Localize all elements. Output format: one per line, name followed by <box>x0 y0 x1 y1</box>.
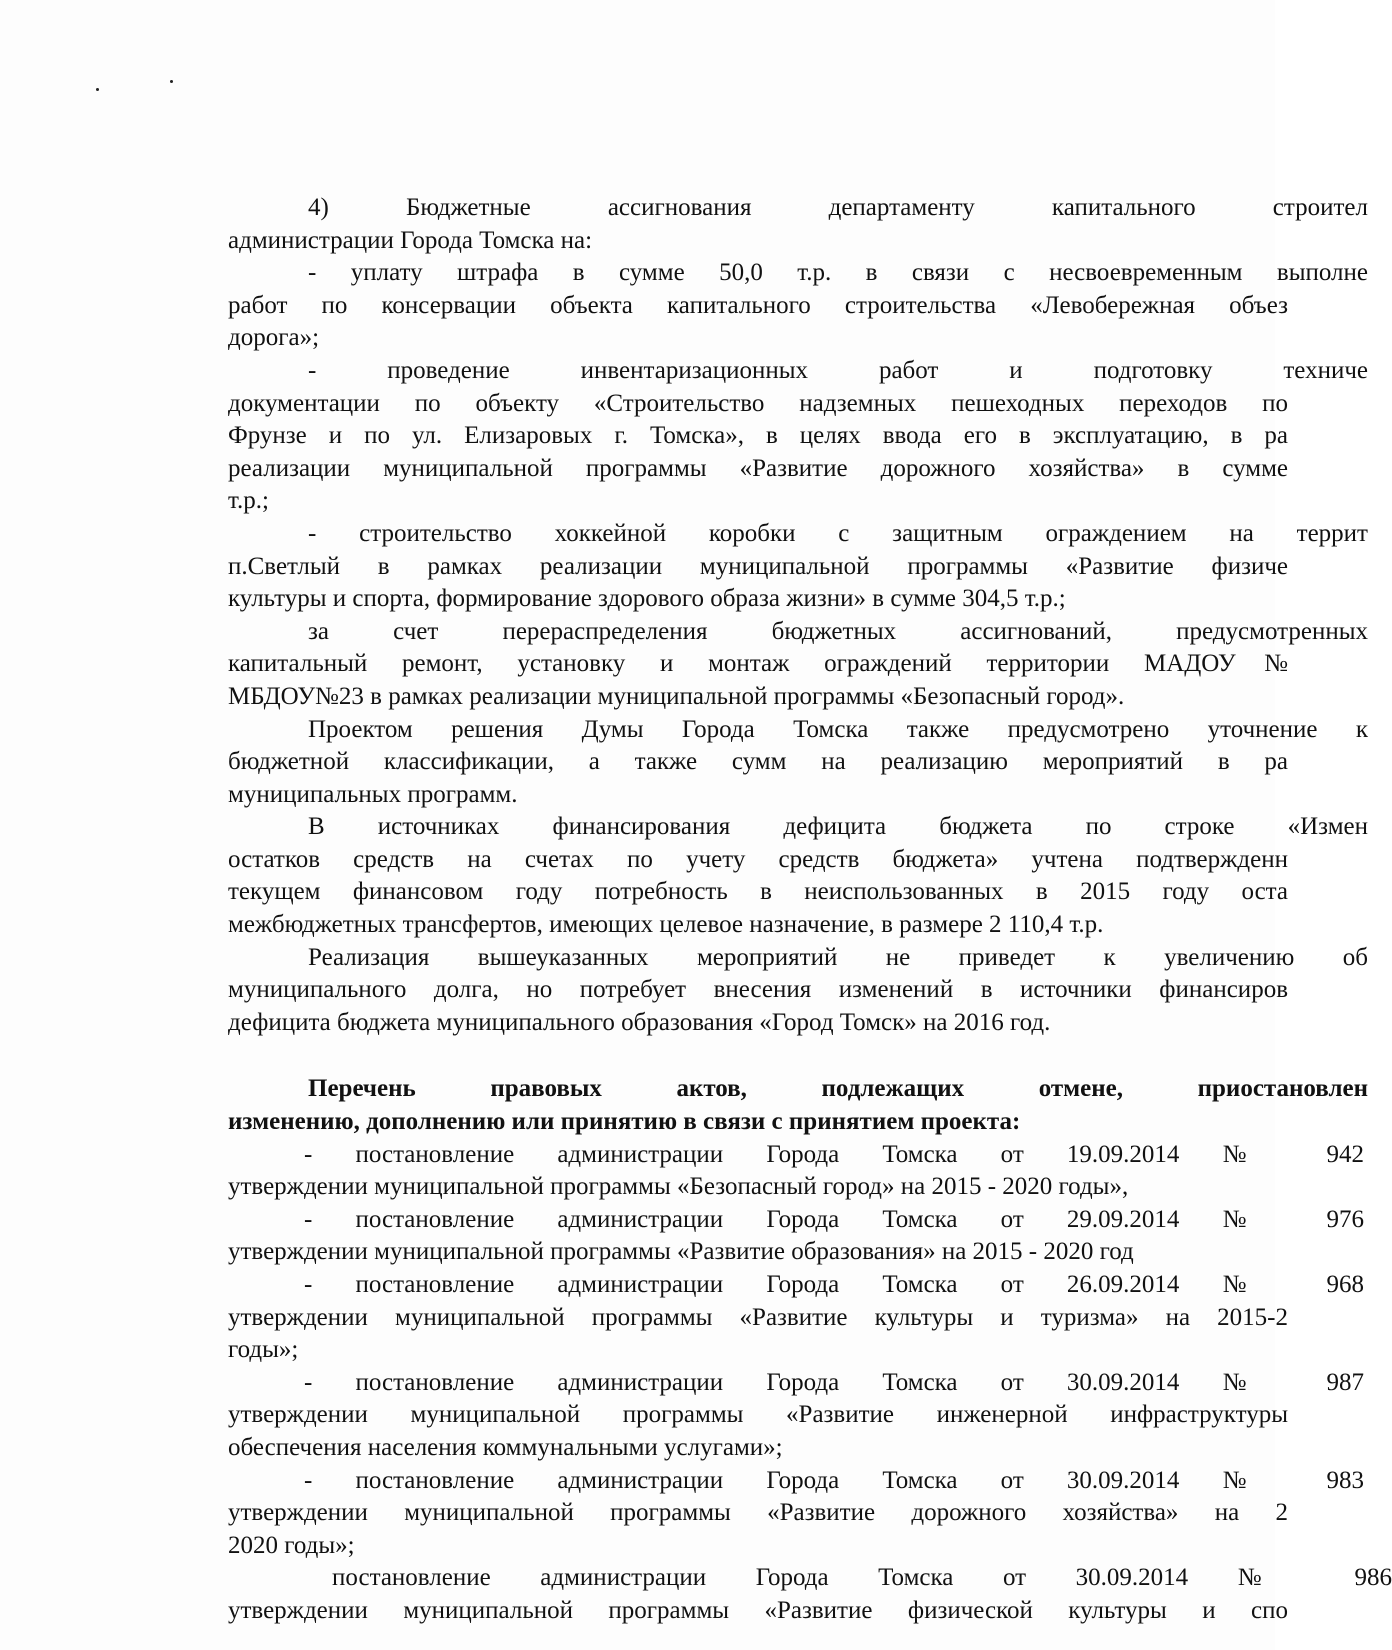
scan-speck <box>96 88 99 91</box>
list-item-line: утверждении муниципальной программы «Развитие дорожного хозяйства» на 2 <box>228 1499 1288 1527</box>
section-gap <box>228 1039 1275 1073</box>
paragraph-line: В источниках финансирования дефицита бюджета по строке «Измен <box>308 813 1368 841</box>
paragraph-line: остатков средств на счетах по учету средств бюджета» учтена подтвержденн <box>228 845 1288 873</box>
paragraph-line: реализации муниципальной программы «Развитие дорожного хозяйства» в сумме <box>228 454 1288 482</box>
paragraph-line: культуры и спорта, формирование здорового образа жизни» в сумме 304,5 т.р.; <box>228 585 1066 613</box>
paragraph-line: дефицита бюджета муниципального образования «Город Томск» на 2016 год. <box>228 1008 1051 1036</box>
paragraph-line: Реализация вышеуказанных мероприятий не приведет к увеличению об <box>308 943 1368 971</box>
list-item-line: - постановление администрации Города Томска от 29.09.2014 № 976 <box>304 1205 1364 1233</box>
paragraph-line: за счет перераспределения бюджетных ассигнований, предусмотренных <box>308 617 1368 645</box>
paragraph-line: бюджетной классификации, а также сумм на реализацию мероприятий в ра <box>228 748 1288 776</box>
section-heading-line: Перечень правовых актов, подлежащих отмене, приостановлен <box>308 1075 1368 1103</box>
list-item-line: - постановление администрации Города Томска от 30.09.2014 № 987 <box>304 1368 1364 1396</box>
list-item-line: утверждении муниципальной программы «Безопасный город» на 2015 - 2020 годы», <box>228 1173 1129 1201</box>
paragraph-line: - строительство хоккейной коробки с защитным ограждением на террит <box>308 519 1368 547</box>
paragraph-line: межбюджетных трансфертов, имеющих целевое назначение, в размере 2 110,4 т.р. <box>228 911 1104 939</box>
list-item-line: постановление администрации Города Томска от 30.09.2014 № 986 <box>332 1564 1392 1592</box>
paragraph-line: муниципальных программ. <box>228 780 518 808</box>
list-item-line: годы»; <box>228 1336 299 1364</box>
list-item-line: 2020 годы»; <box>228 1531 355 1559</box>
list-item-line: - постановление администрации Города Томска от 30.09.2014 № 983 <box>304 1466 1364 1494</box>
list-item-line: утверждении муниципальной программы «Развитие культуры и туризма» на 2015-2 <box>228 1303 1288 1331</box>
list-item-line: - постановление администрации Города Томска от 26.09.2014 № 968 <box>304 1271 1364 1298</box>
paragraph-line: работ по консервации объекта капитального строительства «Левобережная объез <box>228 291 1288 319</box>
paragraph-line: капитальный ремонт, установку и монтаж ограждений территории МАДОУ№ <box>228 650 1288 678</box>
section-heading-line: изменению, дополнению или принятию в связи с принятием проекта: <box>228 1108 1021 1136</box>
document-body <box>228 192 1392 1628</box>
list-item-line: утверждении муниципальной программы «Развитие инженерной инфраструктуры <box>228 1401 1288 1429</box>
scan-speck <box>170 80 173 83</box>
paragraph-line: т.р.; <box>228 487 269 515</box>
paragraph-line: Фрунзе и по ул. Елизаровых г. Томска», в целях ввода его в эксплуатацию, в ра <box>228 422 1288 450</box>
paragraph-line: администрации Города Томска на: <box>228 226 593 254</box>
list-item-line: - постановление администрации Города Томска от 19.09.2014 № 942 <box>304 1140 1364 1168</box>
paragraph-line: п.Светлый в рамках реализации муниципальной программы «Развитие физиче <box>228 552 1288 580</box>
paragraph-line: - проведение инвентаризационных работ и подготовку техниче <box>308 356 1368 384</box>
list-item-line: утверждении муниципальной программы «Развитие образования» на 2015 - 2020 год <box>228 1238 1134 1266</box>
paragraph-line: МБДОУ№23 в рамках реализации муниципальной программы «Безопасный город». <box>228 682 1125 710</box>
paragraph-line: дорога»; <box>228 324 320 352</box>
paragraph-line: 4) Бюджетные ассигнования департаменту капитального строител <box>308 194 1368 221</box>
paragraph-line: муниципального долга, но потребует внесения изменений в источники финансиров <box>228 976 1288 1004</box>
list-item-line: утверждении муниципальной программы «Развитие физической культуры и спо <box>228 1596 1288 1624</box>
paragraph-line: текущем финансовом году потребность в неиспользованных в 2015 году оста <box>228 878 1288 906</box>
paragraph-line: Проектом решения Думы Города Томска также предусмотрено уточнение к <box>308 715 1368 743</box>
paragraph-line: документации по объекту «Строительство надземных пешеходных переходов по <box>228 389 1288 417</box>
paragraph-line: - уплату штрафа в сумме 50,0 т.р. в связи с несвоевременным выполне <box>308 259 1368 287</box>
list-item-line: обеспечения населения коммунальными услугами»; <box>228 1433 783 1461</box>
